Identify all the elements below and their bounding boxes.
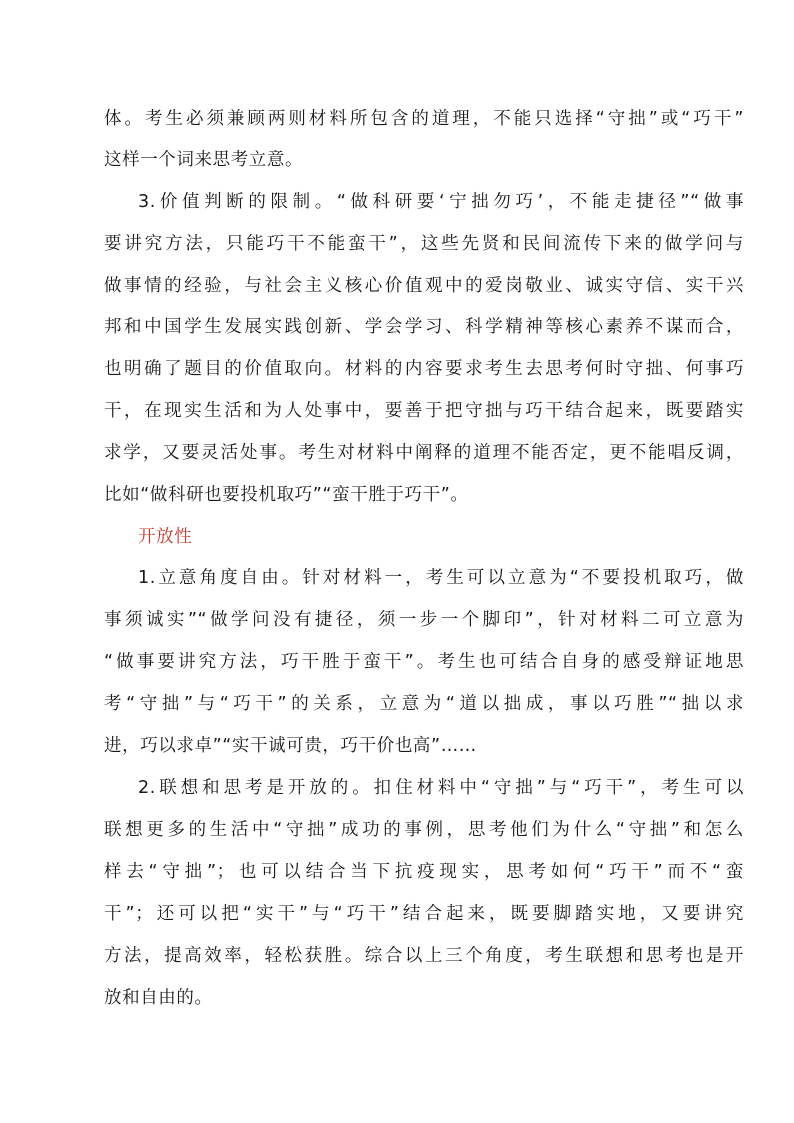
paragraph-line: 求学，又要灵活处事。考生对材料中阐释的道理不能否定，更不能唱反调， bbox=[104, 443, 744, 463]
paragraph-line: 方法，提高效率，轻松获胜。综合以上三个角度，考生联想和思考也是开 bbox=[104, 946, 744, 966]
paragraph-line: 放和自由的。 bbox=[104, 988, 213, 1008]
paragraph-line: 1.立意角度自由。针对材料一，考生可以立意为“不要投机取巧，做 bbox=[138, 568, 744, 588]
paragraph-line: “做事要讲究方法，巧干胜于蛮干”。考生也可结合自身的感受辩证地思 bbox=[104, 652, 744, 672]
paragraph-line: 体。考生必须兼顾两则材料所包含的道理，不能只选择“守拙”或“巧干” bbox=[104, 109, 744, 129]
paragraph-line: 3.价值判断的限制。“做科研要‘宁拙勿巧’，不能走捷径”“做事 bbox=[138, 192, 744, 212]
paragraph-line: 做事情的经验，与社会主义核心价值观中的爱岗敬业、诚实守信、实干兴 bbox=[104, 276, 744, 296]
paragraph-line: 事须诚实”“做学问没有捷径，须一步一个脚印”，针对材料二可立意为 bbox=[104, 610, 744, 630]
paragraph-line: 考“守拙”与“巧干”的关系，立意为“道以拙成，事以巧胜”“拙以求 bbox=[104, 694, 744, 714]
paragraph-line: 样去“守拙”；也可以结合当下抗疫现实，思考如何“巧干”而不“蛮 bbox=[104, 862, 744, 882]
section-heading: 开放性 bbox=[138, 527, 193, 547]
paragraph-line: 也明确了题目的价值取向。材料的内容要求考生去思考何时守拙、何事巧 bbox=[104, 359, 744, 379]
paragraph-line: 进，巧以求卓”“实干诚可贵，巧干价也高”…… bbox=[104, 736, 477, 756]
paragraph-line: 干”；还可以把“实干”与“巧干”结合起来，既要脚踏实地，又要讲究 bbox=[104, 904, 744, 924]
paragraph-line: 干，在现实生活和为人处事中，要善于把守拙与巧干结合起来，既要踏实 bbox=[104, 401, 744, 421]
paragraph-line: 要讲究方法，只能巧干不能蛮干”，这些先贤和民间流传下来的做学问与 bbox=[104, 234, 744, 254]
paragraph-line: 这样一个词来思考立意。 bbox=[104, 150, 304, 170]
paragraph-line: 邦和中国学生发展实践创新、学会学习、科学精神等核心素养不谋而合， bbox=[104, 317, 744, 337]
paragraph-line: 联想更多的生活中“守拙”成功的事例，思考他们为什么“守拙”和怎么 bbox=[104, 820, 744, 840]
paragraph-line: 2.联想和思考是开放的。扣住材料中“守拙”与“巧干”，考生可以 bbox=[138, 778, 744, 798]
paragraph-line: 比如“做科研也要投机取巧”“蛮干胜于巧干”。 bbox=[104, 485, 469, 505]
